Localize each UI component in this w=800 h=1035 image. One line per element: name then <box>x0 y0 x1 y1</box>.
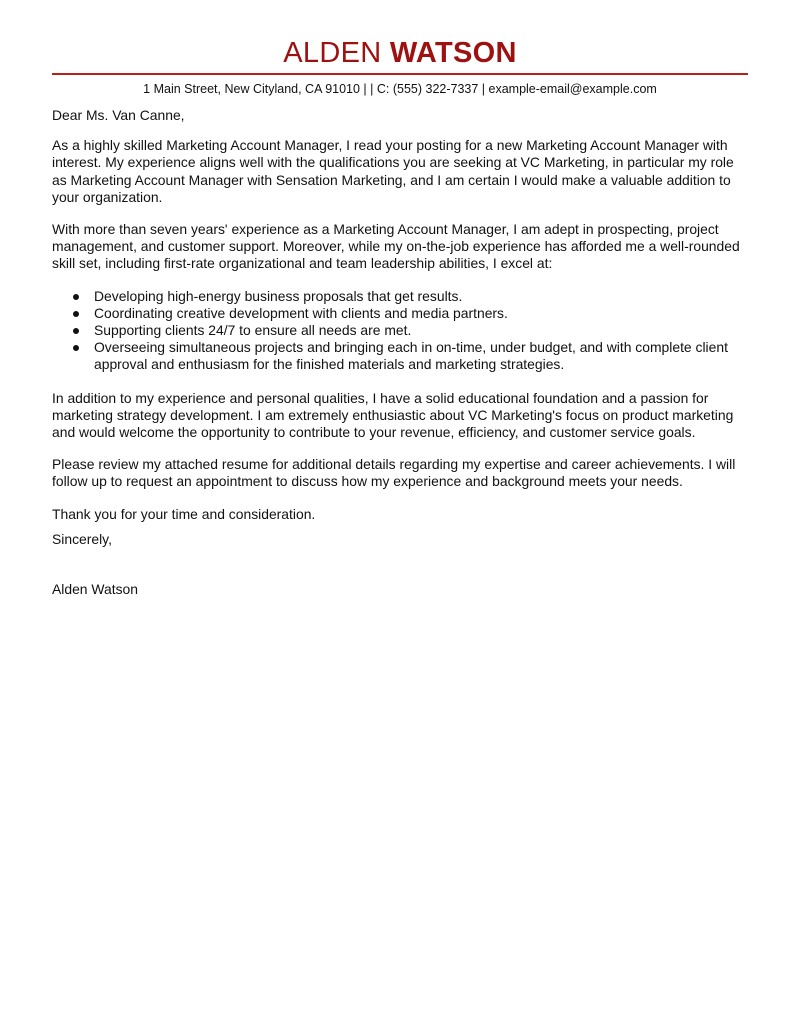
list-item-text: Coordinating creative development with clients and media partners. <box>94 304 508 321</box>
applicant-first-name: ALDEN <box>283 37 382 69</box>
signature-name: Alden Watson <box>52 581 138 598</box>
list-item <box>52 322 752 339</box>
list-item <box>52 339 752 373</box>
list-item <box>52 288 752 305</box>
bullet-icon <box>73 345 79 351</box>
list-item-text: Developing high-energy business proposals that get results. <box>94 287 463 304</box>
letter-body <box>52 107 752 598</box>
bullet-icon <box>73 311 79 317</box>
bullet-icon <box>73 294 79 300</box>
contact-line: 1 Main Street, New Cityland, CA 91010 | | C: (555) 322-7337 | example-email@example.com <box>143 82 657 96</box>
paragraph-experience: With more than seven years' experience as a Marketing Account Manager, I am adept in prospecting, project management, and customer support. Moreover, while my on-the-job experience has afforded me a well-rounded skill set, including first-rate organizational and team leadership abilities, I excel at: <box>52 221 740 272</box>
paragraph-education: In addition to my experience and personal qualities, I have a solid educational foundation and a passion for marketing strategy development. I am extremely enthusiastic about VC Marketing's focus on product marketing and would welcome the opportunity to contribute to your revenue, efficiency, and customer service goals. <box>52 389 734 441</box>
list-item-text: Supporting clients 24/7 to ensure all needs are met. <box>94 322 412 339</box>
paragraph-intro: As a highly skilled Marketing Account Manager, I read your posting for a new Marketing Account Manager with interest. My experience aligns well with the qualifications you are seeking at VC Marketing, in particular my role as Marketing Account Manager with Sensation Marketing, and I am certain I would make a valuable addition to your organization. <box>52 137 734 205</box>
list-item <box>52 305 752 322</box>
header-divider <box>52 73 748 75</box>
closing-sign-off: Sincerely, <box>52 530 112 547</box>
paragraph-follow-up: Please review my attached resume for additional details regarding my expertise and career achievements. I will follow up to request an appointment to discuss how my experience and background meets your needs. <box>52 456 736 490</box>
closing-thanks: Thank you for your time and consideration. <box>52 505 316 522</box>
skills-list <box>52 288 752 374</box>
applicant-last-name: WATSON <box>389 37 517 69</box>
bullet-icon <box>73 328 79 334</box>
salutation: Dear Ms. Van Canne, <box>52 107 185 123</box>
applicant-name-heading <box>0 36 800 70</box>
list-item-text: Overseeing simultaneous projects and bringing each in on-time, under budget, and with complete client approval and enthusiasm for the finished materials and marketing strategies. <box>94 339 728 373</box>
